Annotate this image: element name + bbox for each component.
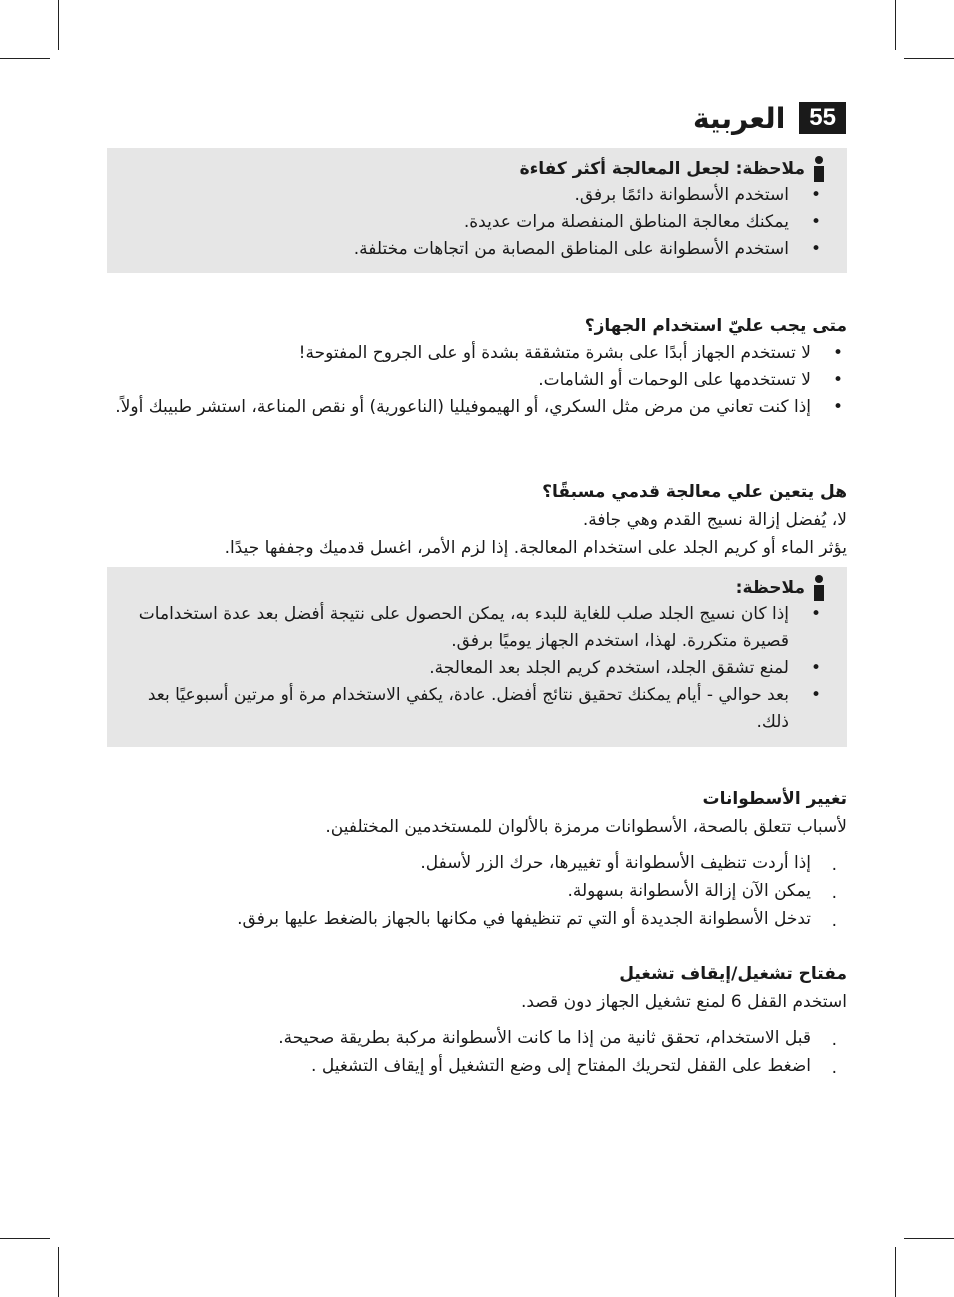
section-heading: تغيير الأسطوانات xyxy=(702,789,847,809)
page-number: 55 xyxy=(799,102,846,134)
list-item: • إذا كنت تعاني من مرض مثل السكري، أو الهيموفيليا (الناعورية) أو نقص المناعة، استشر طبيبك أولاً. xyxy=(107,394,847,421)
list-item: . قبل الاستخدام، تحقق ثانية من إذا ما كانت الأسطوانة مركبة بطريقة صحيحة. xyxy=(107,1024,847,1052)
list-item: • بعد حوالي - أيام يمكنك تحقيق نتائج أفضل. عادة، يكفي الاستخدام مرة أو مرتين أسبوعيًا بعد ذلك. xyxy=(119,682,825,736)
steps-list xyxy=(107,849,847,933)
info-icon xyxy=(813,575,825,601)
section-heading: هل يتعين علي معالجة قدمي مسبقًا؟ xyxy=(542,482,847,502)
crop-mark xyxy=(0,58,50,59)
section-pretreatment xyxy=(107,478,847,562)
note-title: ملاحظة: لجعل المعالجة أكثر كفاءة xyxy=(119,156,825,182)
paragraph: لا، يُفضل إزالة نسيج القدم وهي جافة. xyxy=(582,510,847,530)
section-heading: متى يجب عليّ استخدام الجهاز؟ xyxy=(584,316,847,336)
crop-mark xyxy=(0,1238,50,1239)
note-title: ملاحظة: xyxy=(119,575,825,601)
list-item: • إذا كان نسيج الجلد صلب للغاية للبدء به، يمكن الحصول على نتيجة أفضل بعد عدة استخدامات قصيرة متكررة. لهذا، استخدم الجهاز يوميًا برفق. xyxy=(119,601,825,655)
paragraph: يؤثر الماء أو كريم الجلد على استخدام المعالجة. إذا لزم الأمر، اغسل قدميك وجففها جيدًا. xyxy=(224,538,847,558)
crop-mark xyxy=(904,58,954,59)
contraindication-list xyxy=(107,340,847,421)
list-item: • لا تستخدم الجهاز أبدًا على بشرة متشققة بشدة أو على الجروح المفتوحة! xyxy=(107,340,847,367)
note-list xyxy=(119,601,825,736)
section-when-to-use xyxy=(107,312,847,421)
note-box-general xyxy=(107,567,847,747)
list-item: • يمكنك معالجة المناطق المنفصلة مرات عديدة. xyxy=(119,209,825,236)
list-item: • استخدم الأسطوانة دائمًا برفق. xyxy=(119,182,825,209)
language-title: العربية xyxy=(693,101,786,135)
paragraph: لأسباب تتعلق بالصحة، الأسطوانات مرمزة بالألوان للمستخدمين المختلفين. xyxy=(325,817,847,837)
paragraph: استخدم القفل 6 لمنع تشغيل الجهاز دون قصد. xyxy=(520,992,847,1012)
list-item: . يمكن الآن إزالة الأسطوانة بسهولة. xyxy=(107,877,847,905)
info-icon xyxy=(813,156,825,182)
list-item: • لا تستخدمها على الوحمات أو الشامات. xyxy=(107,367,847,394)
list-item: • استخدم الأسطوانة على المناطق المصابة من اتجاهات مختلفة. xyxy=(119,236,825,263)
crop-mark xyxy=(904,1238,954,1239)
list-item: . تدخل الأسطوانة الجديدة أو التي تم تنظيفها في مكانها بالجهاز بالضغط عليها برفق. xyxy=(107,905,847,933)
steps-list xyxy=(107,1024,847,1080)
list-item: . اضغط على القفل لتحريك المفتاح إلى وضع التشغيل أو إيقاف التشغيل . xyxy=(107,1052,847,1080)
section-heading: مفتاح تشغيل/إيقاف تشغيل xyxy=(619,964,847,984)
note-box-efficiency xyxy=(107,148,847,273)
crop-mark xyxy=(895,0,896,50)
section-changing-rollers xyxy=(107,785,847,933)
list-item: • لمنع تشقق الجلد، استخدم كريم الجلد بعد المعالجة. xyxy=(119,655,825,682)
note-list xyxy=(119,182,825,263)
page-header xyxy=(693,100,846,136)
list-item: . إذا أردت تنظيف الأسطوانة أو تغييرها، حرك الزر لأسفل. xyxy=(107,849,847,877)
crop-mark xyxy=(58,0,59,50)
section-on-off-switch xyxy=(107,960,847,1080)
crop-mark xyxy=(58,1247,59,1297)
crop-mark xyxy=(895,1247,896,1297)
